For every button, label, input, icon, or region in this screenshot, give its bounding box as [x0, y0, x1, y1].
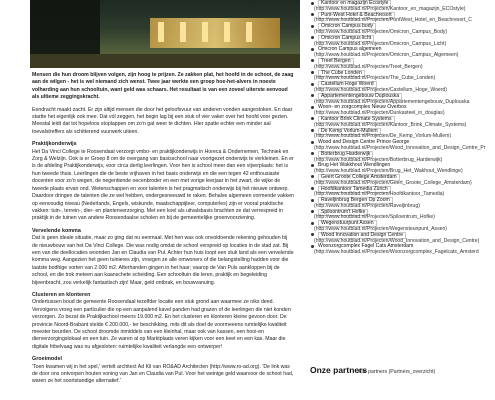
project-title-link[interactable]: Spiloontrum't Hofke	[318, 209, 368, 216]
project-url: (http://www.houtblad.nl/Projecten/Hoofdkantoor_Tamedia)	[314, 191, 445, 198]
project-item[interactable]	[306, 209, 495, 221]
photo-building-glow	[150, 18, 280, 48]
bullet-icon	[311, 59, 314, 62]
project-title-link[interactable]: The Cube Londen	[318, 70, 365, 77]
project-url: (http://www.houtblad.nl/Projecten/Castellum_Hoge_Woerd)	[314, 86, 447, 93]
photo-window	[202, 22, 208, 42]
project-sidebar	[306, 0, 495, 400]
project-item[interactable]	[306, 46, 495, 58]
project-item[interactable]	[306, 243, 495, 255]
project-url: (http://www.houtblad.nl/Projecten/Wegensteunpunt_Assen)	[314, 226, 447, 233]
project-url: (http://www.houtblad.nl/Projecten/Brug_Het_Wakhout_Wendlinge)	[314, 168, 463, 175]
project-url: (http://www.houtblad.nl/Projecten/Treet_Bergen)	[314, 63, 423, 70]
project-item[interactable]	[306, 162, 495, 174]
project-title-link[interactable]: Wegenstuurpunt Assen	[318, 220, 377, 227]
bullet-icon	[311, 48, 314, 51]
project-item[interactable]	[306, 93, 495, 105]
project-title-link[interactable]: Kantoor en magazijn Ecostyle	[318, 0, 391, 7]
partners-heading: Onze partners	[310, 365, 368, 375]
project-item[interactable]	[306, 232, 495, 244]
photo-window	[246, 22, 252, 42]
bullet-icon	[311, 141, 314, 144]
project-item[interactable]	[306, 35, 495, 47]
project-url: (http://www.houtblad.nl/Projecten/Geert_Groote_College_Amsterdam)	[314, 179, 472, 186]
bullet-icon	[311, 94, 314, 97]
project-url: (http://www.houtblad.nl/Projecten/Wood_Innovation_and_Design_Centre_Pr	[314, 144, 486, 151]
section-heading: Praktijkonderwijs	[32, 141, 77, 148]
project-url: (http://www.houtblad.nl/Projecten/Dunkasteel_in_douglas)	[314, 110, 445, 117]
project-url: (http://www.houtblad.nl/Projecten/Spiloentrum_Hofke)	[314, 214, 435, 221]
bullet-icon	[311, 2, 314, 5]
project-url: (http://www.houtblad.nl/Projecten/Appartementengebouw_Duplouska	[314, 98, 470, 105]
project-url: (http://www.houtblad.nl/Projecten/Omicron_Campus_Algemeen)	[314, 52, 459, 59]
bullet-icon	[311, 187, 314, 190]
project-title-link[interactable]: Raveljinbrug Bergen Op Zoom	[318, 197, 393, 204]
project-title-link[interactable]: Botterbrug Harderwijk	[318, 151, 373, 158]
bullet-icon	[311, 164, 314, 167]
article-body	[32, 72, 294, 391]
project-title-link[interactable]: Woonzorgcomplex Fagel Cats Amsterdam	[318, 243, 414, 250]
section-body: 'Toen kwamen wij in het spel,' vertelt architect Ad Kil van RO&AD Architecten (http://www.ro-ad.org). 'De link was de door ons ontvorpen houten voning van Jan en Claudia van Pul. Voor het weinige geld waarvoor de schoot had, waren ze het soortstandige alternatief.'	[32, 363, 294, 385]
bullet-icon	[311, 129, 314, 132]
project-title-link[interactable]: Appartementengebouw Duplouska	[318, 93, 402, 100]
section-body: Ondertussen boud de gemeente Roosendaal tezelfder locatie een stuk grond aan waarmee ze niks deed. Vervolgens vroeg een particulier die op een aanpalend kavel panden had grazen of de leerlingen die niet konden verzorgen. Zo bezat de Praktijkschool meens 19.000 m2. En het clusteren en klonteren kleine gevoon door. De provincie Noord-Brabant stelde € 200.000,- ter beschikking, mits dit als doel de voormeeens rumtelijke kwaliteit meester beurden. De school droomde inmiddels van een kleinhal, maar ook van kassen, een hooi-en dierverzorgingslokaal en een tuin. Ze waren al op Marktplaats veren kijken voor een keet en een kas. Maar die digitale fribelvaag was nu afgesloten: ruimtelijke kwaliteit verlangde een ontwerper!	[32, 299, 291, 350]
project-title-link[interactable]: Castellum Hoge Woerd	[318, 81, 377, 88]
bullet-icon	[311, 233, 314, 236]
project-url: (http://www.houtblad.nl/Projecten/Woonzorgcomplex_Fagelcats_Amsterd	[314, 249, 479, 256]
project-title-link[interactable]: Omicron Campus body	[318, 23, 376, 30]
project-url: (http://www.houtblad.nl/Projecten/The_Cube_Londen)	[314, 75, 436, 82]
article-lead: Mensen die hun droom blijven volgen, zijn hoog te prijzen. Ze zakken plat, het hoofd in de schoot, de zaag aan de wilgen - het is wel niemand zich wenst. Twee jaar werkte een groep hoe-het-alvers in noeste volharding aan hun schooltuin, want geld was schaars. Het resultaat is van een zoveel uiterste eenvoud als ultieme zeggingskracht.	[32, 72, 294, 101]
section-heading: Groeimodel	[32, 356, 62, 363]
project-item[interactable]	[306, 81, 495, 93]
bullet-icon	[311, 152, 314, 155]
bullet-icon	[311, 83, 314, 86]
project-url: (http://www.houtblad.nl/Projecten/Raveljinbrug)	[314, 202, 420, 209]
project-item[interactable]	[306, 151, 495, 163]
project-title-link[interactable]: Brug Het Wakkhout Wendlingen	[318, 162, 391, 169]
project-item[interactable]	[306, 220, 495, 232]
project-title-link[interactable]: Omicron Campus licht	[318, 35, 374, 42]
bullet-icon	[311, 117, 314, 120]
partners-section	[306, 366, 495, 400]
project-item[interactable]	[306, 104, 495, 116]
project-url: (http://www.houtblad.nl/Projecten/Omicron_Campus_Body)	[314, 28, 448, 35]
project-title-link[interactable]: Wood and Design Centre Prince George	[318, 139, 410, 146]
bullet-icon	[311, 71, 314, 74]
photo-window	[180, 22, 186, 42]
project-title-link[interactable]: Wood Innovation and Design Centre	[318, 232, 406, 239]
project-item[interactable]	[306, 116, 495, 128]
project-url: (http://www.houtblad.nl/Projecten/De_Kemp_Vorlum-Mullem)	[314, 133, 452, 140]
article-photo	[30, 0, 300, 68]
bullet-icon	[311, 36, 314, 39]
project-item[interactable]	[306, 139, 495, 151]
bullet-icon	[311, 25, 314, 28]
project-url: (http://www.houtblad.nl/Projecten/Kantoor_en_magazijn_ECOstyle)	[314, 5, 466, 12]
photo-window	[224, 22, 230, 42]
project-item[interactable]	[306, 197, 495, 209]
project-title-link[interactable]: De Kemp Vorlum-Mullem	[318, 128, 381, 135]
project-title-link[interactable]: Hoofdkantoor Tamedia Zürich	[318, 186, 391, 193]
all-partners-link[interactable]: Alle partners (Partners_overzicht)	[358, 369, 436, 375]
bullet-icon	[311, 175, 314, 178]
bullet-icon	[311, 210, 314, 213]
project-title-link[interactable]: Kantoor Brink Climate Systems	[318, 116, 395, 123]
article-intro: Eendracht maakt zacht. Er zijn altijd mensen die door het geloofsvuur van anderen vonden aangestoken. En daar startte het eigenlijk ook mee. Dat vól zeggen, het begin lag bij een stuk of vier vaker over het hoofd voor gezien. Meestal leidt dat tot hopeloos stoplappen om zo'n gat weer te dichten. Hier spatte echter een minder aal toevalstreffers als schitterend vuurwerk uiteen.	[32, 106, 293, 135]
project-item[interactable]	[306, 174, 495, 186]
bullet-icon	[311, 199, 314, 202]
project-title-link[interactable]: Geert Groote College Amsterdam	[318, 174, 400, 181]
project-item[interactable]	[306, 58, 495, 70]
project-url: (http://www.houtblad.nl/Projecten/Omicron_Campus_Licht)	[314, 40, 447, 47]
section-heading: Clusteren en klonteren	[32, 291, 91, 298]
project-item[interactable]	[306, 186, 495, 198]
project-url: (http://www.houtblad.nl/Projecten/Wood_Innovation_and_Design_Centre)	[314, 237, 480, 244]
bullet-icon	[311, 245, 314, 248]
photo-ground	[30, 54, 300, 68]
bullet-icon	[311, 222, 314, 225]
project-title-link[interactable]: Punt-West Hotel & Beachresort	[318, 12, 395, 19]
photo-window	[158, 22, 164, 42]
project-url: (http://www.houtblad.nl/Projecten/Kantoor_Brink_Climate_Systems)	[314, 121, 467, 128]
project-url: (http://www.houtblad.nl/Projecten/Botterbrug_Harderwijk)	[314, 156, 443, 163]
project-list	[306, 0, 495, 255]
project-item[interactable]	[306, 12, 495, 24]
bullet-icon	[311, 106, 314, 109]
project-title-link[interactable]: Woon- en zorgcomplex Nieuw Overbos	[318, 104, 407, 111]
project-title-link[interactable]: Omicron Campus algemeen	[318, 46, 382, 53]
bullet-icon	[311, 13, 314, 16]
project-item[interactable]	[306, 23, 495, 35]
project-title-link[interactable]: Treet Bergen	[318, 58, 354, 65]
section-heading: Vervelende komma	[32, 227, 81, 234]
section-body: Dat is geen ideale situatie, maar zo ging dat nu eenmaal. Met hen was ook onvoldoende rekening gehouden bij de nieuwbouw van het Da Vinci College. Die was nodig omdat de school verspreid op locaties in de stad zat. Bij een van die deellocaties woonden Jan en Claudia van Pul. Achter hun huis loopt een stuk land als een vervelende komma weg. Aangezien het geen tuinieres zijn, vroegen ze alle omwoners of die belangstelling hadden voor die laatste bodhige vorten van 2.000 m2. Afterhanden gingen in het haar; vaarop de Van Puls aankloppen bij de school, en die trok meteen aan kaanschete scheiding. Een schooltuin die leren, praktijk en begeleiding bijeenbracht, zou verkelijk fantastisch zijn! Maar, geld ontbrak, en bouwvanuing.	[32, 235, 294, 286]
project-url: (http://www.houtblad.nl/Projecten/PuntWest_Hotel_en_Beachresort_C	[314, 17, 472, 24]
project-item[interactable]	[306, 70, 495, 82]
section-body: Het Da Vinci College te Roosendaal verzorgt vmbo- en praktijkonderwijs in Horeca & Ondernemen, Techniek en Zorg & Welzijn. Ook is er Groep 8 om de overgang van basisschool naar voortgezet onderwijs te verkleinen. En er is de afdeling Praktijkonderwijs, voor circa dertig leerlingen. Voor hen is school meer dan een vijverplaats: het is hun tweede thuis. Leerlingen die de beste vrijhaven in het basis onderwijs en die een tegen 42 enthousiaste docenten voor zo'n wegen, de negentiende oecenbroder en een met vorige leerjaar in het zwart, de wijke de tweede plaats ervan ond. Wetenschappen en voor talenten is het pragmatisch onderwijs bij het nieuwe ontwerp. Daardoor dringen de talenten die ze wel hebben, ondergesneeuwd te raken. Behalve algemeen vormende vakken op eenvoudig niveau (Nederlands, Engels, wiskunde, maatschappijleer, computerles) zijn er vooral praktische vakken: tuin-, terrein-, dier- en plantenverzorging. Met een koel als uitvalsbasis brachten ze dat verrespreid in praktijk in de tuinen van andere Roosendaalse scholen en bij de gemeentelijke groenvoorziening.	[32, 148, 294, 222]
project-item[interactable]	[306, 128, 495, 140]
project-item[interactable]	[306, 0, 495, 12]
